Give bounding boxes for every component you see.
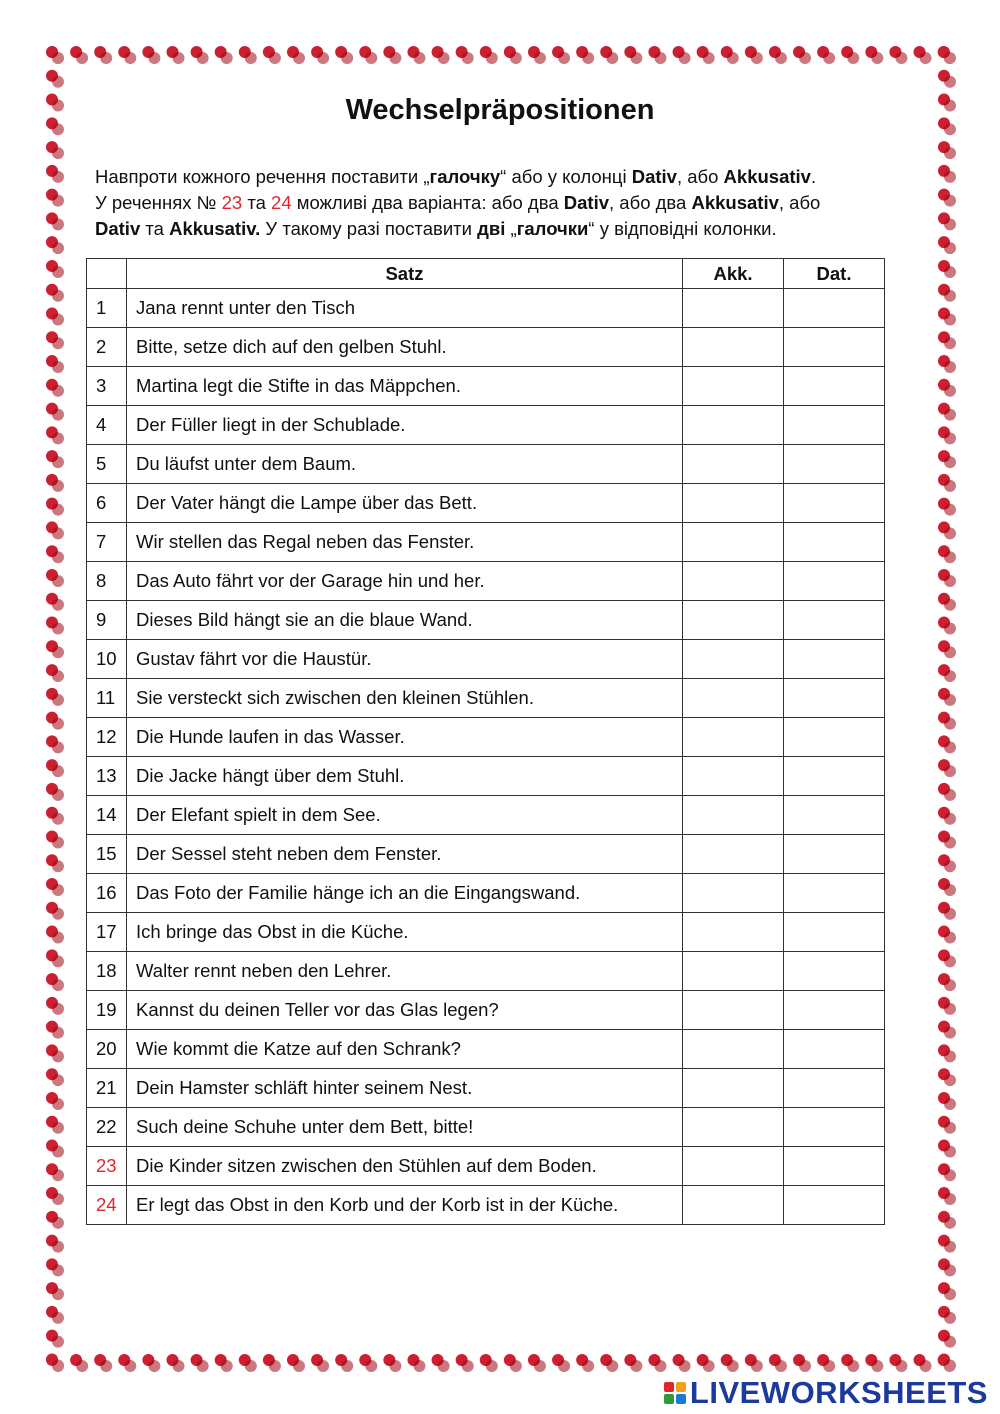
table-row — [87, 1069, 885, 1108]
row-sentence: Der Sessel steht neben dem Fenster. — [127, 835, 683, 874]
row-number: 17 — [87, 913, 127, 952]
header-dat: Dat. — [784, 259, 885, 289]
dat-checkbox-cell[interactable] — [784, 1108, 885, 1147]
akk-checkbox-cell[interactable] — [683, 1030, 784, 1069]
row-number: 6 — [87, 484, 127, 523]
dat-checkbox-cell[interactable] — [784, 757, 885, 796]
table-row — [87, 562, 885, 601]
row-number: 15 — [87, 835, 127, 874]
row-number: 7 — [87, 523, 127, 562]
dat-checkbox-cell[interactable] — [784, 367, 885, 406]
row-number: 20 — [87, 1030, 127, 1069]
akk-checkbox-cell[interactable] — [683, 289, 784, 328]
table-row — [87, 679, 885, 718]
row-sentence: Das Foto der Familie hänge ich an die Eingangswand. — [127, 874, 683, 913]
akk-checkbox-cell[interactable] — [683, 1069, 784, 1108]
table-row — [87, 1030, 885, 1069]
akk-checkbox-cell[interactable] — [683, 484, 784, 523]
dat-checkbox-cell[interactable] — [784, 484, 885, 523]
akk-checkbox-cell[interactable] — [683, 874, 784, 913]
row-number: 14 — [87, 796, 127, 835]
row-sentence: Bitte, setze dich auf den gelben Stuhl. — [127, 328, 683, 367]
akk-checkbox-cell[interactable] — [683, 445, 784, 484]
instructions-line-3: Dativ та Akkusativ. У такому разі поставити дві „галочки“ у відповідні колонки. — [95, 218, 777, 239]
akk-checkbox-cell[interactable] — [683, 406, 784, 445]
akk-checkbox-cell[interactable] — [683, 1186, 784, 1225]
exercise-table — [86, 258, 885, 1225]
dat-checkbox-cell[interactable] — [784, 640, 885, 679]
dat-checkbox-cell[interactable] — [784, 406, 885, 445]
dat-checkbox-cell[interactable] — [784, 874, 885, 913]
instructions-line-1: Навпроти кожного речення поставити „галочку“ або у колонці Dativ, або Akkusativ. — [95, 166, 817, 187]
akk-checkbox-cell[interactable] — [683, 523, 784, 562]
table-row — [87, 367, 885, 406]
row-number: 8 — [87, 562, 127, 601]
row-sentence: Die Kinder sitzen zwischen den Stühlen auf dem Boden. — [127, 1147, 683, 1186]
row-sentence: Das Auto fährt vor der Garage hin und her. — [127, 562, 683, 601]
akk-checkbox-cell[interactable] — [683, 796, 784, 835]
table-row — [87, 523, 885, 562]
header-akk: Akk. — [683, 259, 784, 289]
dat-checkbox-cell[interactable] — [784, 718, 885, 757]
akk-checkbox-cell[interactable] — [683, 562, 784, 601]
row-sentence: Dieses Bild hängt sie an die blaue Wand. — [127, 601, 683, 640]
table-row — [87, 952, 885, 991]
row-sentence: Die Hunde laufen in das Wasser. — [127, 718, 683, 757]
row-number: 22 — [87, 1108, 127, 1147]
logo-mark-icon — [664, 1382, 686, 1404]
row-sentence: Sie versteckt sich zwischen den kleinen Stühlen. — [127, 679, 683, 718]
dat-checkbox-cell[interactable] — [784, 289, 885, 328]
akk-checkbox-cell[interactable] — [683, 679, 784, 718]
table-row — [87, 445, 885, 484]
akk-checkbox-cell[interactable] — [683, 367, 784, 406]
row-number: 21 — [87, 1069, 127, 1108]
dat-checkbox-cell[interactable] — [784, 796, 885, 835]
dat-checkbox-cell[interactable] — [784, 835, 885, 874]
akk-checkbox-cell[interactable] — [683, 640, 784, 679]
row-sentence: Wie kommt die Katze auf den Schrank? — [127, 1030, 683, 1069]
row-number: 1 — [87, 289, 127, 328]
table-row — [87, 874, 885, 913]
dat-checkbox-cell[interactable] — [784, 1030, 885, 1069]
table-row — [87, 328, 885, 367]
table-row — [87, 835, 885, 874]
dat-checkbox-cell[interactable] — [784, 991, 885, 1030]
liveworksheets-logo: LIVEWORKSHEETS — [664, 1375, 988, 1411]
row-number: 24 — [87, 1186, 127, 1225]
row-sentence: Such deine Schuhe unter dem Bett, bitte! — [127, 1108, 683, 1147]
table-row — [87, 913, 885, 952]
row-number: 18 — [87, 952, 127, 991]
row-number: 3 — [87, 367, 127, 406]
dat-checkbox-cell[interactable] — [784, 1186, 885, 1225]
dat-checkbox-cell[interactable] — [784, 913, 885, 952]
row-sentence: Der Elefant spielt in dem See. — [127, 796, 683, 835]
instructions — [95, 164, 905, 242]
row-number: 11 — [87, 679, 127, 718]
table-header-row — [87, 259, 885, 289]
table-row — [87, 1108, 885, 1147]
table-row — [87, 601, 885, 640]
dat-checkbox-cell[interactable] — [784, 1069, 885, 1108]
row-number: 5 — [87, 445, 127, 484]
dat-checkbox-cell[interactable] — [784, 328, 885, 367]
table-row — [87, 289, 885, 328]
header-num — [87, 259, 127, 289]
table-row — [87, 796, 885, 835]
row-sentence: Die Jacke hängt über dem Stuhl. — [127, 757, 683, 796]
table-row — [87, 406, 885, 445]
dat-checkbox-cell[interactable] — [784, 601, 885, 640]
dat-checkbox-cell[interactable] — [784, 523, 885, 562]
akk-checkbox-cell[interactable] — [683, 757, 784, 796]
table-row — [87, 757, 885, 796]
akk-checkbox-cell[interactable] — [683, 991, 784, 1030]
row-sentence: Ich bringe das Obst in die Küche. — [127, 913, 683, 952]
row-sentence: Gustav fährt vor die Haustür. — [127, 640, 683, 679]
dat-checkbox-cell[interactable] — [784, 952, 885, 991]
row-sentence: Du läufst unter dem Baum. — [127, 445, 683, 484]
row-number: 23 — [87, 1147, 127, 1186]
row-sentence: Walter rennt neben den Lehrer. — [127, 952, 683, 991]
table-row — [87, 640, 885, 679]
row-sentence: Der Vater hängt die Lampe über das Bett. — [127, 484, 683, 523]
dat-checkbox-cell[interactable] — [784, 562, 885, 601]
row-sentence: Kannst du deinen Teller vor das Glas legen? — [127, 991, 683, 1030]
row-number: 19 — [87, 991, 127, 1030]
akk-checkbox-cell[interactable] — [683, 1147, 784, 1186]
row-sentence: Wir stellen das Regal neben das Fenster. — [127, 523, 683, 562]
dat-checkbox-cell[interactable] — [784, 445, 885, 484]
row-number: 4 — [87, 406, 127, 445]
row-sentence: Dein Hamster schläft hinter seinem Nest. — [127, 1069, 683, 1108]
akk-checkbox-cell[interactable] — [683, 328, 784, 367]
row-sentence: Der Füller liegt in der Schublade. — [127, 406, 683, 445]
row-number: 9 — [87, 601, 127, 640]
row-sentence: Martina legt die Stifte in das Mäppchen. — [127, 367, 683, 406]
akk-checkbox-cell[interactable] — [683, 913, 784, 952]
dat-checkbox-cell[interactable] — [784, 679, 885, 718]
instructions-line-2: У реченнях № 23 та 24 можливі два варіанта: або два Dativ, або два Akkusativ, або — [95, 192, 821, 213]
table-row — [87, 991, 885, 1030]
row-number: 16 — [87, 874, 127, 913]
row-sentence: Jana rennt unter den Tisch — [127, 289, 683, 328]
row-number: 2 — [87, 328, 127, 367]
header-satz: Satz — [127, 259, 683, 289]
table-row — [87, 718, 885, 757]
akk-checkbox-cell[interactable] — [683, 718, 784, 757]
row-number: 12 — [87, 718, 127, 757]
table-row — [87, 1186, 885, 1225]
dat-checkbox-cell[interactable] — [784, 1147, 885, 1186]
table-row — [87, 1147, 885, 1186]
row-number: 13 — [87, 757, 127, 796]
row-sentence: Er legt das Obst in den Korb und der Korb ist in der Küche. — [127, 1186, 683, 1225]
row-number: 10 — [87, 640, 127, 679]
akk-checkbox-cell[interactable] — [683, 835, 784, 874]
akk-checkbox-cell[interactable] — [683, 952, 784, 991]
page-title: Wechselpräpositionen — [345, 94, 655, 126]
akk-checkbox-cell[interactable] — [683, 1108, 784, 1147]
akk-checkbox-cell[interactable] — [683, 601, 784, 640]
table-row — [87, 484, 885, 523]
